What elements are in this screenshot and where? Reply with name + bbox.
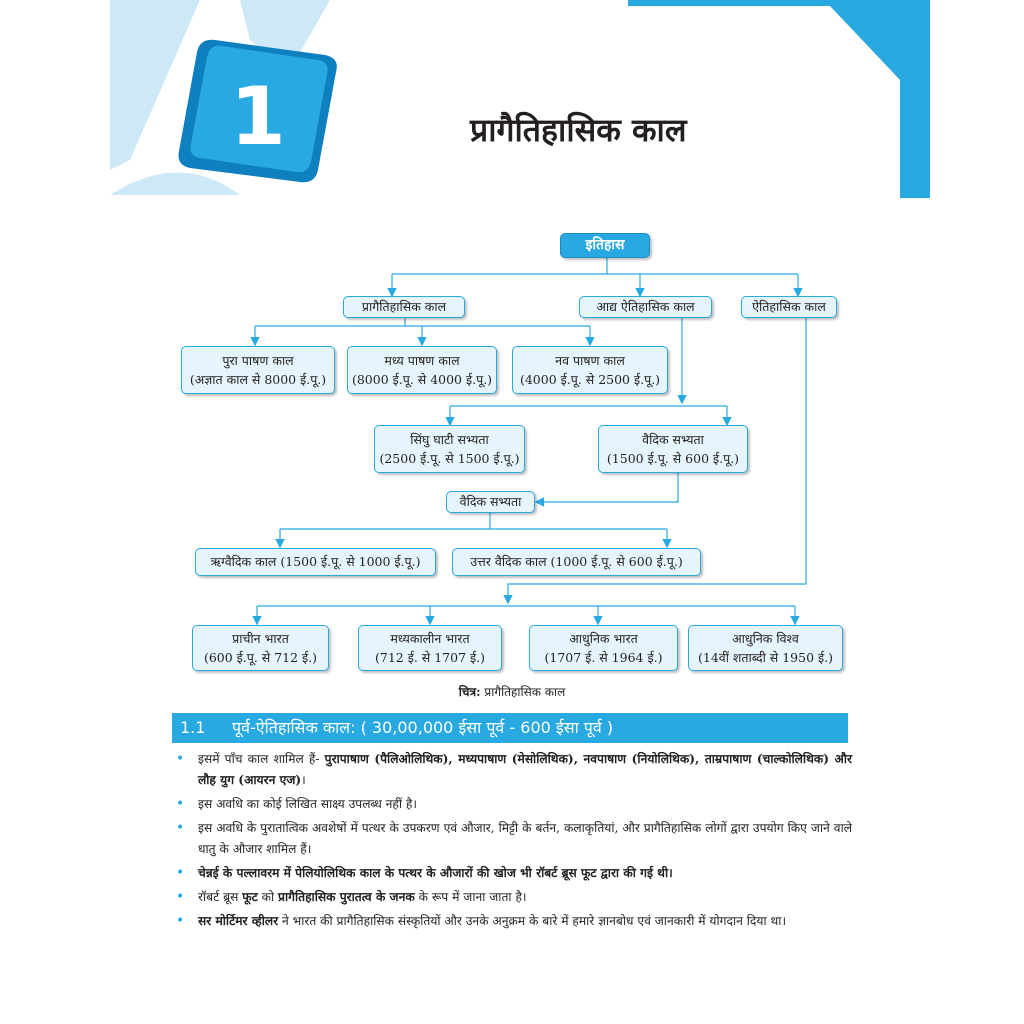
node-name: मध्यकालीन भारत [390, 631, 470, 646]
bullet-dot-icon: • [176, 865, 185, 881]
section-number: 1.1 [180, 718, 206, 737]
bullet-dot-icon: • [176, 913, 185, 929]
figure-caption [0, 683, 1024, 700]
bullet-bold-text: चेन्नई के पल्लावरम में पेलियोलिथिक काल के पत्थर के औजारों की खोज भी रॉबर्ट ब्रूस फूट द्वारा की गई थी। [198, 866, 673, 880]
node-range: (14वीं शताब्दी से 1950 ई.) [697, 650, 833, 665]
flow-node-root: इतिहास [560, 233, 650, 258]
node-range: (1500 ई.पू. से 600 ई.पू.) [606, 451, 740, 466]
bullet-bold-text: फूट [242, 890, 258, 904]
flow-node-vedic-civilization [598, 425, 748, 473]
bullet-item [172, 863, 852, 884]
bullet-text: के रूप में जाना जाता है। [414, 890, 527, 904]
bullet-list [172, 749, 852, 935]
node-range: (2500 ई.पू. से 1500 ई.पू.) [379, 451, 520, 466]
node-name: प्राचीन भारत [232, 631, 289, 646]
flow-node-modern-world [688, 625, 843, 671]
section-heading [172, 713, 848, 743]
bullet-item [172, 818, 852, 860]
node-name: नव पाषण काल [555, 353, 625, 368]
chapter-number: 1 [230, 70, 286, 163]
node-range: (4000 ई.पू. से 2500 ई.पू.) [519, 372, 661, 387]
bullet-item [172, 749, 852, 791]
node-name: पुरा पाषण काल [222, 353, 294, 368]
bullet-bold-text: पुरापाषाण (पैलिओलिथिक), मध्यपाषाण (मेसोलिथिक), नवपाषाण (नियोलिथिक), ताम्रपाषाण (चाल्कोलिथिक) और लौह युग (आयरन एज) [198, 752, 852, 787]
flow-node-ancient-india [192, 625, 329, 671]
node-name: आधुनिक भारत [569, 631, 638, 646]
bullet-dot-icon: • [176, 820, 185, 836]
flow-node-modern-india [529, 625, 678, 671]
node-name: मध्य पाषण काल [384, 353, 460, 368]
caption-text: प्रागैतिहासिक काल [480, 685, 566, 699]
node-name: वैदिक सभ्यता [642, 432, 704, 447]
flow-node-paleolithic [181, 346, 335, 394]
bullet-text: रॉबर्ट ब्रूस [198, 890, 243, 904]
flow-node-protohistoric: आद्य ऐतिहासिक काल [579, 296, 712, 318]
node-range: (अज्ञात काल से 8000 ई.पू.) [189, 372, 327, 387]
bullet-item [172, 911, 852, 932]
bullet-item [172, 887, 852, 908]
bullet-item [172, 794, 852, 815]
flow-node-prehistoric: प्रागैतिहासिक काल [343, 296, 465, 318]
bullet-text: को [257, 890, 279, 904]
bullet-bold-text: सर मोर्टिमर व्हीलर [198, 914, 279, 928]
flow-node-later-vedic: उत्तर वैदिक काल (1000 ई.पू. से 600 ई.पू.) [452, 548, 701, 576]
bullet-text: । [301, 773, 306, 787]
section-title: पूर्व-ऐतिहासिक काल: ( 30,00,000 ईसा पूर्व - 600 ईसा पूर्व ) [232, 718, 614, 737]
flow-node-historic: ऐतिहासिक काल [741, 296, 837, 318]
bullet-dot-icon: • [176, 751, 185, 767]
bullet-text: इस अवधि का कोई लिखित साक्ष्य उपलब्ध नहीं है। [198, 797, 418, 811]
bullet-dot-icon: • [176, 889, 185, 905]
bullet-text: इस अवधि के पुरातात्विक अवशेषों में पत्थर के उपकरण एवं औजार, मिट्टी के बर्तन, कलाकृतियां, और प्रागैतिहासिक लोगों द्वारा उपयोग किए जाने वाले धातु के औजार शामिल हैं। [198, 821, 852, 856]
bullet-text: ने भारत की प्रागैतिहासिक संस्कृतियों और उनके अनुक्रम के बारे में हमारे ज्ञानबोध एवं जानकारी में योगदान दिया था। [278, 914, 787, 928]
flow-node-medieval-india [358, 625, 502, 671]
caption-label: चित्र: [458, 685, 481, 699]
bullet-dot-icon: • [176, 796, 185, 812]
node-name: सिंघु घाटी सभ्यता [410, 432, 489, 447]
bullet-text: इसमें पाँच काल शामिल हैं- [198, 752, 325, 766]
node-name: आधुनिक विश्व [732, 631, 799, 646]
flow-node-vedic: वैदिक सभ्यता [446, 491, 535, 513]
node-range: (1707 ई. से 1964 ई.) [544, 650, 663, 665]
flow-node-neolithic [512, 346, 668, 394]
node-range: (8000 ई.पू. से 4000 ई.पू.) [351, 372, 493, 387]
node-range: (712 ई. से 1707 ई.) [375, 650, 485, 665]
bullet-bold-text: प्रागैतिहासिक पुरातत्व के जनक [278, 890, 415, 904]
node-range: (600 ई.पू. से 712 ई.) [203, 650, 318, 665]
flow-node-mesolithic [347, 346, 497, 394]
flow-node-rigvedic: ऋग्वैदिक काल (1500 ई.पू. से 1000 ई.पू.) [195, 548, 436, 576]
chapter-title: प्रागैतिहासिक काल [470, 111, 687, 149]
flow-node-indus-valley [374, 425, 525, 473]
